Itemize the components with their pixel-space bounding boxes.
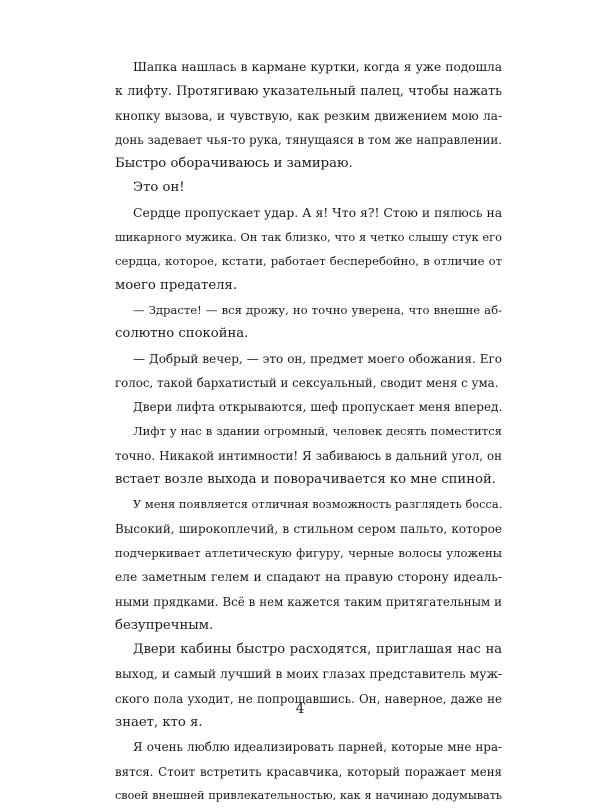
text-line: Это он! bbox=[133, 180, 185, 196]
text-line: У меня появляется отличная возможность разглядеть босса. bbox=[133, 497, 503, 512]
text-line: моего предателя. bbox=[115, 277, 238, 293]
text-line: кнопку вызова, и чувствую, как резким движением мою ла- bbox=[115, 108, 502, 123]
text-line: подчеркивает атлетическую фигуру, черные волосы уложены bbox=[115, 545, 502, 560]
text-line: своей внешней привлекательностью, как я начинаю додумывать bbox=[115, 788, 502, 802]
text-line: — Добрый вечер, — это он, предмет моего обожания. Его bbox=[133, 351, 502, 366]
body-text bbox=[115, 55, 502, 808]
text-line: выход, и самый лучший в моих глазах представитель муж- bbox=[115, 666, 503, 682]
text-line: ского пола уходит, не попрощавшись. Он, наверное, даже не bbox=[115, 691, 502, 706]
text-line: ными прядками. Всё в нем кажется таким притягательным и bbox=[115, 594, 502, 609]
text-line: солютно спокойна. bbox=[115, 326, 249, 342]
text-line: Высокий, широкоплечий, в стильном сером пальто, которое bbox=[115, 521, 502, 536]
text-line: Быстро оборачиваюсь и замираю. bbox=[115, 156, 353, 172]
text-line: голос, такой бархатистый и сексуальный, сводит меня с ума. bbox=[115, 375, 499, 390]
text-line: еле заметным гелем и спадают на правую сторону идеаль- bbox=[115, 570, 502, 585]
text-line: точно. Никакой интимности! Я забиваюсь в дальний угол, он bbox=[115, 448, 502, 463]
page-number: 4 bbox=[295, 701, 305, 717]
text-line: встает возле выхода и поворачивается ко мне спиной. bbox=[115, 472, 496, 488]
text-line: Я очень люблю идеализировать парней, которые мне нра- bbox=[133, 740, 502, 755]
text-line: донь задевает чья-то рука, тянущаяся в том же направлении. bbox=[115, 132, 502, 147]
text-line: — Здрасте! — вся дрожу, но точно уверена, что внешне аб- bbox=[133, 302, 502, 317]
text-line: Сердце пропускает удар. А я! Что я?! Стою и пялюсь на bbox=[133, 204, 503, 220]
text-line: шикарного мужика. Он так близко, что я четко слышу стук его bbox=[115, 230, 502, 245]
text-line: вятся. Стоит встретить красавчика, который поражает меня bbox=[115, 764, 502, 779]
text-line: Двери кабины быстро расходятся, приглашая нас на bbox=[133, 642, 502, 658]
text-line: знает, кто я. bbox=[115, 715, 203, 731]
text-line: Шапка нашлась в кармане куртки, когда я уже подошла bbox=[133, 60, 502, 74]
text-line: сердца, которое, кстати, работает бесперебойно, в отличие от bbox=[115, 254, 502, 269]
text-line: Лифт у нас в здании огромный, человек десять поместится bbox=[133, 424, 502, 439]
text-line: к лифту. Протягиваю указательный палец, чтобы нажать bbox=[115, 83, 502, 99]
text-line: Двери лифта открываются, шеф пропускает меня вперед. bbox=[133, 400, 503, 415]
text-line: безупречным. bbox=[115, 617, 214, 633]
